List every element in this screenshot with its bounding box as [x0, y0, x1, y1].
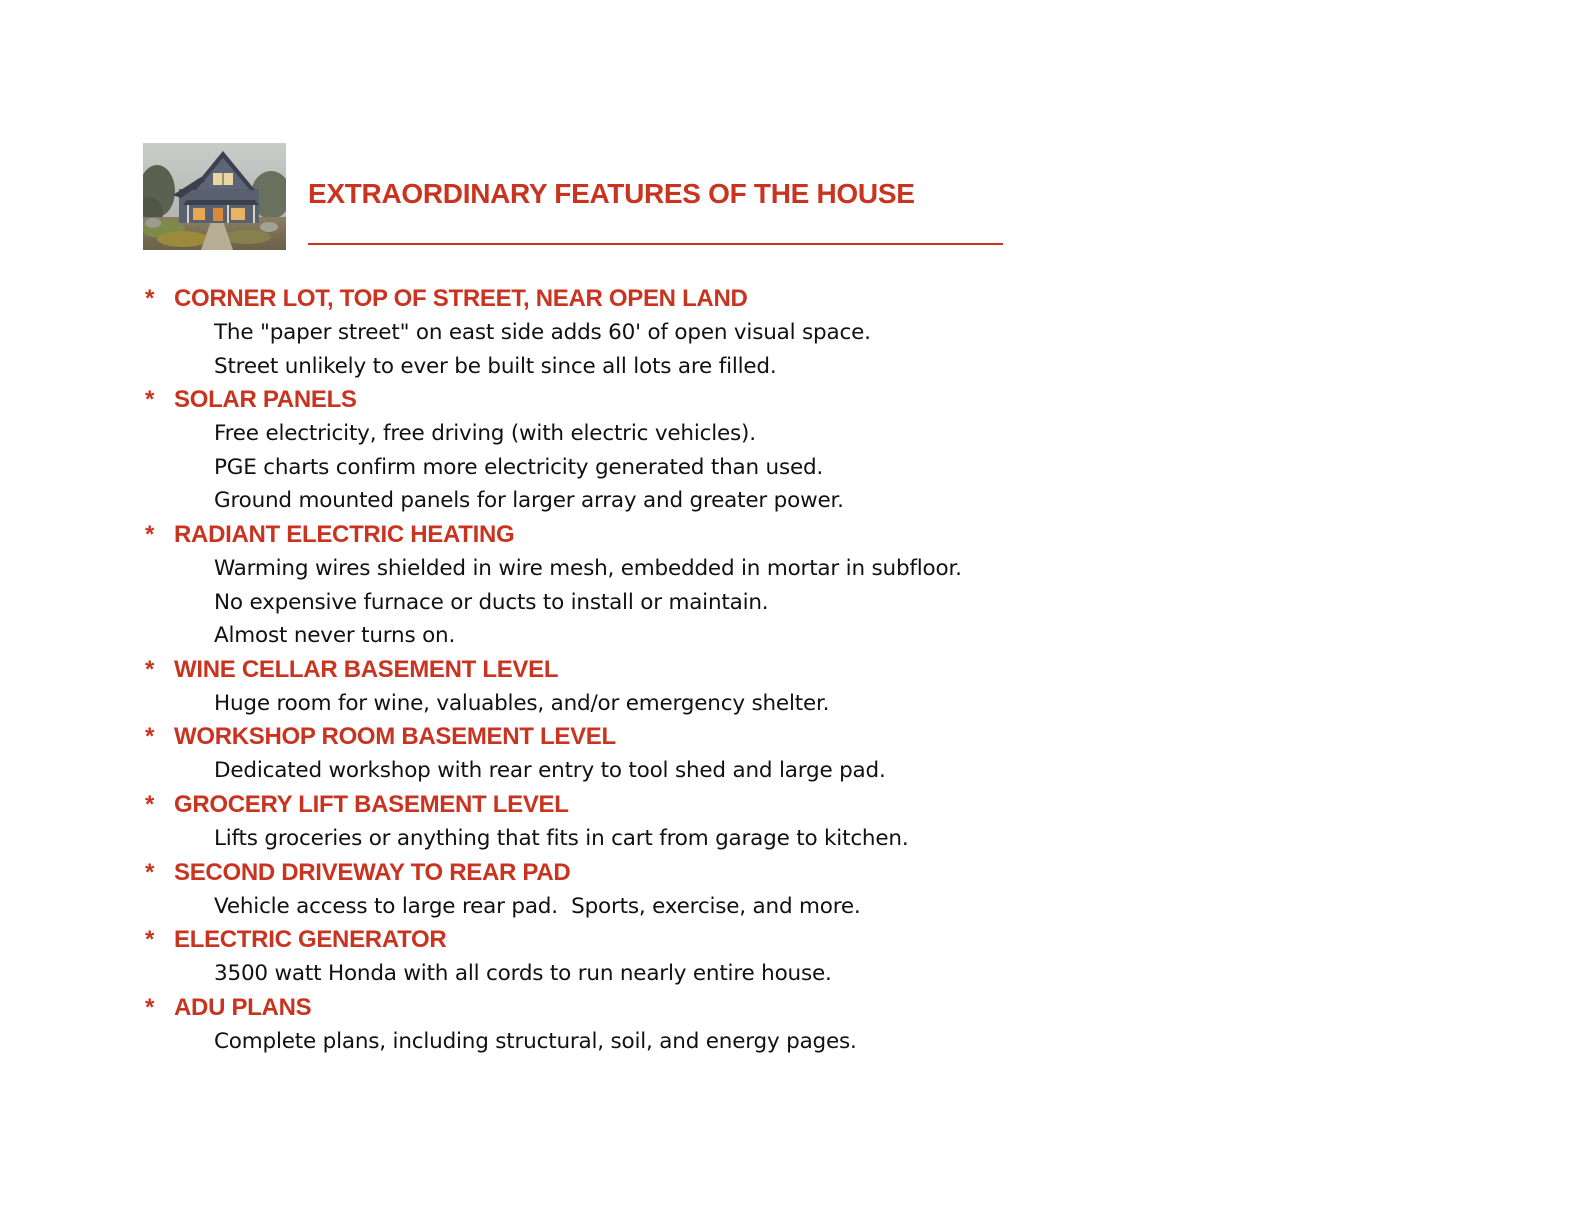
feature-detail: Vehicle access to large rear pad. Sports, exercise, and more.: [214, 893, 861, 919]
page-title: EXTRAORDINARY FEATURES OF THE HOUSE: [308, 178, 915, 209]
bullet-asterisk-icon: *: [145, 993, 155, 1021]
feature-heading-text: SOLAR PANELS: [174, 386, 357, 414]
bullet-asterisk-icon: *: [145, 520, 155, 548]
feature-detail: Warming wires shielded in wire mesh, embedded in mortar in subfloor.: [214, 555, 962, 581]
feature-list: [145, 282, 1145, 1058]
feature-heading-text: ADU PLANS: [174, 993, 312, 1021]
feature-heading: [145, 720, 1145, 754]
feature-heading: [145, 282, 1145, 316]
bullet-asterisk-icon: *: [145, 790, 155, 818]
bullet-asterisk-icon: *: [145, 386, 155, 414]
feature-heading: [145, 653, 1145, 687]
feature-detail: No expensive furnace or ducts to install or maintain.: [214, 589, 769, 615]
bullet-asterisk-icon: *: [145, 926, 155, 954]
feature-detail: Huge room for wine, valuables, and/or emergency shelter.: [214, 690, 830, 716]
feature-detail: Dedicated workshop with rear entry to tool shed and large pad.: [214, 758, 886, 784]
feature-detail: Almost never turns on.: [214, 623, 456, 649]
feature-detail: 3500 watt Honda with all cords to run nearly entire house.: [214, 961, 832, 987]
feature-heading: [145, 518, 1145, 552]
feature-detail: The "paper street" on east side adds 60' of open visual space.: [214, 320, 871, 345]
feature-heading-text: ELECTRIC GENERATOR: [174, 926, 447, 954]
feature-heading: [145, 923, 1145, 957]
feature-heading-text: WINE CELLAR BASEMENT LEVEL: [174, 655, 559, 683]
feature-heading: [145, 856, 1145, 890]
feature-detail: PGE charts confirm more electricity generated than used.: [214, 454, 824, 480]
bullet-asterisk-icon: *: [145, 655, 155, 683]
feature-heading-text: RADIANT ELECTRIC HEATING: [174, 520, 515, 548]
feature-heading-text: GROCERY LIFT BASEMENT LEVEL: [174, 790, 569, 818]
bullet-asterisk-icon: *: [145, 723, 155, 751]
feature-detail: Street unlikely to ever be built since all lots are filled.: [214, 353, 777, 379]
feature-heading: [145, 991, 1145, 1025]
feature-detail: Lifts groceries or anything that fits in cart from garage to kitchen.: [214, 825, 909, 851]
feature-heading-text: CORNER LOT, TOP OF STREET, NEAR OPEN LAND: [174, 285, 748, 312]
bullet-asterisk-icon: *: [145, 285, 155, 312]
title-underline: [308, 243, 1003, 245]
feature-heading: [145, 788, 1145, 822]
feature-detail: Free electricity, free driving (with electric vehicles).: [214, 421, 756, 447]
feature-detail: Complete plans, including structural, soil, and energy pages.: [214, 1028, 857, 1054]
feature-heading-text: WORKSHOP ROOM BASEMENT LEVEL: [174, 723, 616, 751]
feature-heading: [145, 383, 1145, 417]
bullet-asterisk-icon: *: [145, 858, 155, 886]
feature-detail: Ground mounted panels for larger array and greater power.: [214, 488, 844, 514]
house-photo: [143, 143, 286, 250]
feature-heading-text: SECOND DRIVEWAY TO REAR PAD: [174, 858, 571, 886]
